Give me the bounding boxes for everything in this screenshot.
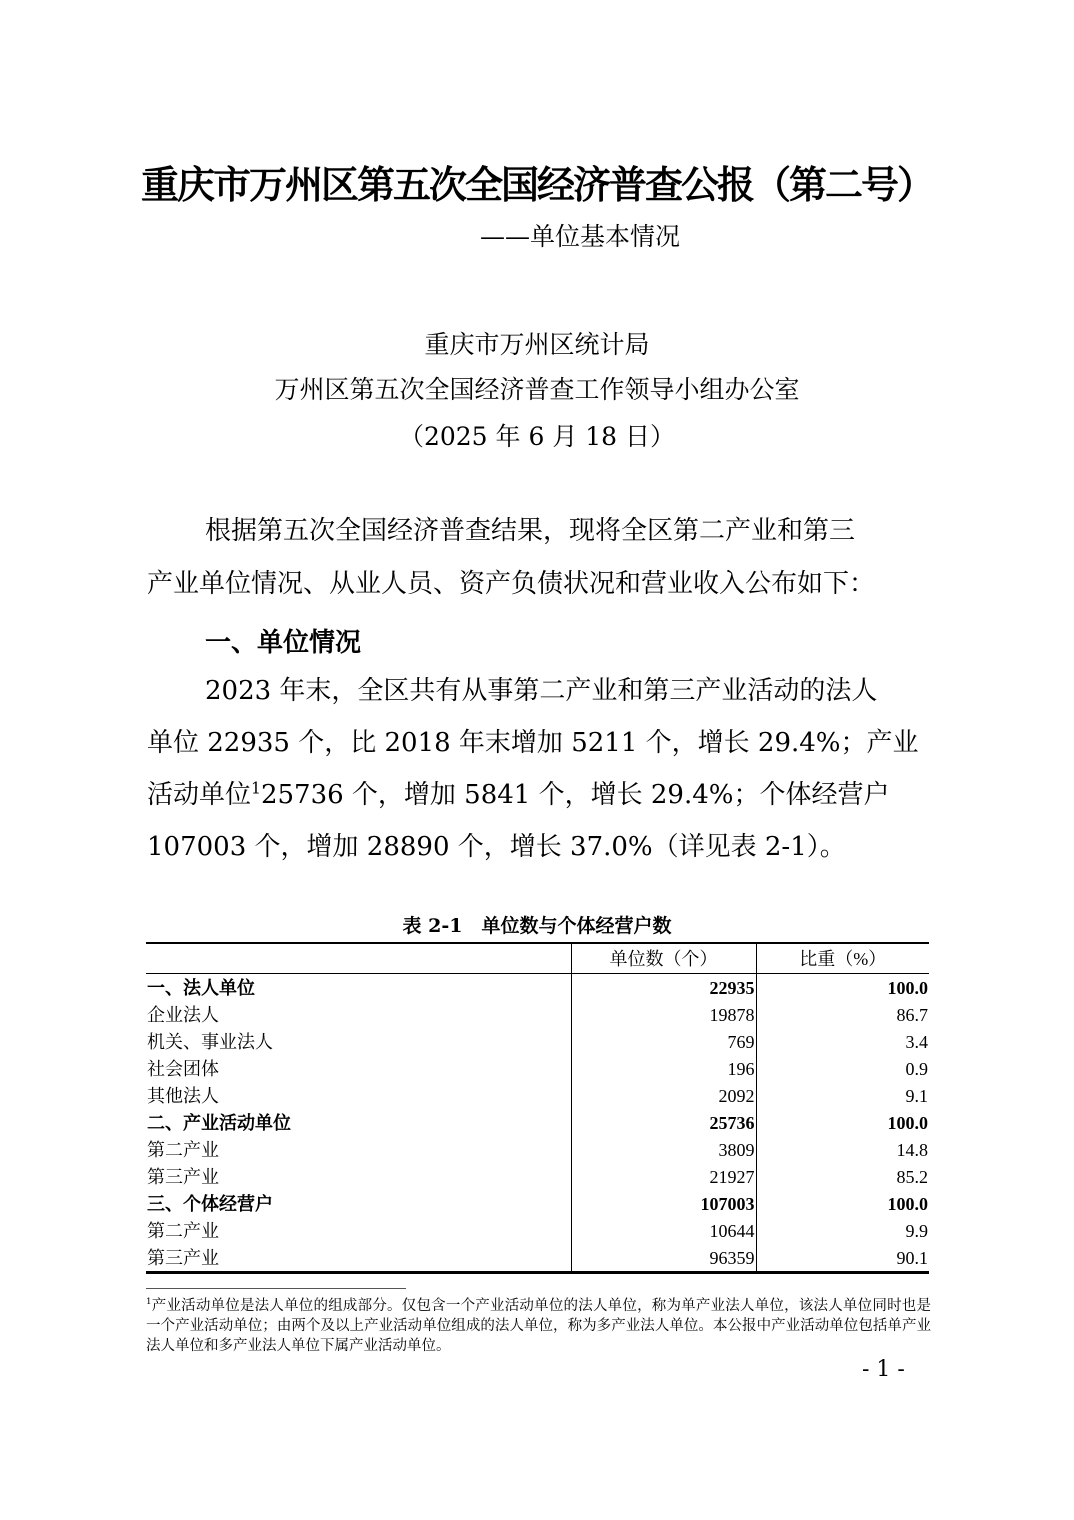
table-header-row xyxy=(146,943,929,974)
row-label: 第三产业 xyxy=(147,1247,219,1268)
table-row xyxy=(146,1028,929,1055)
table-row xyxy=(146,1082,929,1109)
row-share: 0.9 xyxy=(756,1055,929,1082)
table-row xyxy=(146,1109,929,1136)
row-count: 21927 xyxy=(571,1163,756,1190)
row-share: 100.0 xyxy=(756,1190,929,1217)
table-row xyxy=(146,1244,929,1273)
body-line-3-post: 25736 个，增加 5841 个，增长 29.4%；个体经营户 xyxy=(260,780,890,810)
document-title: 重庆市万州区第五次全国经济普查公报（第二号） xyxy=(140,162,933,207)
row-count: 769 xyxy=(571,1028,756,1055)
row-count: 10644 xyxy=(571,1217,756,1244)
row-label: 第二产业 xyxy=(147,1139,219,1160)
footnote-divider xyxy=(146,1288,406,1289)
table-row xyxy=(146,1163,929,1190)
table-row xyxy=(146,1190,929,1217)
row-label: 三、个体经营户 xyxy=(147,1193,273,1214)
row-count: 25736 xyxy=(571,1109,756,1136)
units-table-container xyxy=(146,942,929,1274)
row-share: 100.0 xyxy=(756,974,929,1002)
row-share: 9.9 xyxy=(756,1217,929,1244)
row-label: 其他法人 xyxy=(147,1085,219,1106)
row-label: 第二产业 xyxy=(147,1220,219,1241)
row-share: 85.2 xyxy=(756,1163,929,1190)
row-share: 90.1 xyxy=(756,1244,929,1273)
table-caption: 表 2-1 单位数与个体经营户数 xyxy=(402,915,672,937)
document-subtitle: ——单位基本情况 xyxy=(480,222,681,251)
header-share: 比重（%） xyxy=(756,943,929,974)
body-line-4: 107003 个，增加 28890 个，增长 37.0%（详见表 2-1）。 xyxy=(147,832,846,862)
footnote-marker: 1 xyxy=(146,1297,152,1308)
row-share: 86.7 xyxy=(756,1001,929,1028)
intro-line-2: 产业单位情况、从业人员、资产负债状况和营业收入公布如下： xyxy=(147,569,876,599)
header-count: 单位数（个） xyxy=(571,943,756,974)
publish-date: （2025 年 6 月 18 日） xyxy=(398,422,676,451)
table-row xyxy=(146,1055,929,1082)
table-row xyxy=(146,1136,929,1163)
table-row xyxy=(146,1217,929,1244)
row-label: 企业法人 xyxy=(147,1004,219,1025)
footnote xyxy=(146,1296,931,1356)
body-line-1: 2023 年末，全区共有从事第二产业和第三产业活动的法人 xyxy=(205,676,878,706)
row-count: 107003 xyxy=(571,1190,756,1217)
footnote-text: 产业活动单位是法人单位的组成部分。仅包含一个产业活动单位的法人单位，称为单产业法人单位，该法人单位同时也是一个产业活动单位；由两个及以上产业活动单位组成的法人单位，称为多产业法人单位。本公报中产业活动单位包括单产业法人单位和多产业法人单位下属产业活动单位。 xyxy=(146,1298,931,1354)
row-share: 14.8 xyxy=(756,1136,929,1163)
issuer-office: 万州区第五次全国经济普查工作领导小组办公室 xyxy=(274,375,800,404)
units-table xyxy=(146,942,929,1274)
row-count: 96359 xyxy=(571,1244,756,1273)
body-line-2: 单位 22935 个，比 2018 年末增加 5211 个，增长 29.4%；产业 xyxy=(147,728,919,758)
row-count: 22935 xyxy=(571,974,756,1002)
row-label: 二、产业活动单位 xyxy=(147,1112,291,1133)
row-share: 9.1 xyxy=(756,1082,929,1109)
row-label: 机关、事业法人 xyxy=(147,1031,273,1052)
table-row xyxy=(146,974,929,1002)
row-count: 196 xyxy=(571,1055,756,1082)
issuer-bureau: 重庆市万州区统计局 xyxy=(424,330,650,359)
row-share: 3.4 xyxy=(756,1028,929,1055)
body-line-3 xyxy=(147,769,937,822)
row-count: 19878 xyxy=(571,1001,756,1028)
intro-line-1: 根据第五次全国经济普查结果，现将全区第二产业和第三 xyxy=(205,516,856,546)
row-count: 2092 xyxy=(571,1082,756,1109)
header-label xyxy=(146,943,571,974)
table-row xyxy=(146,1001,929,1028)
body-line-3-pre: 活动单位 xyxy=(147,780,252,810)
row-label: 社会团体 xyxy=(147,1058,219,1079)
section-heading: 一、单位情况 xyxy=(205,628,362,658)
page-number: - 1 - xyxy=(862,1357,905,1382)
row-label: 一、法人单位 xyxy=(147,977,255,998)
row-share: 100.0 xyxy=(756,1109,929,1136)
row-label: 第三产业 xyxy=(147,1166,219,1187)
footnote-ref: 1 xyxy=(251,779,261,798)
row-count: 3809 xyxy=(571,1136,756,1163)
